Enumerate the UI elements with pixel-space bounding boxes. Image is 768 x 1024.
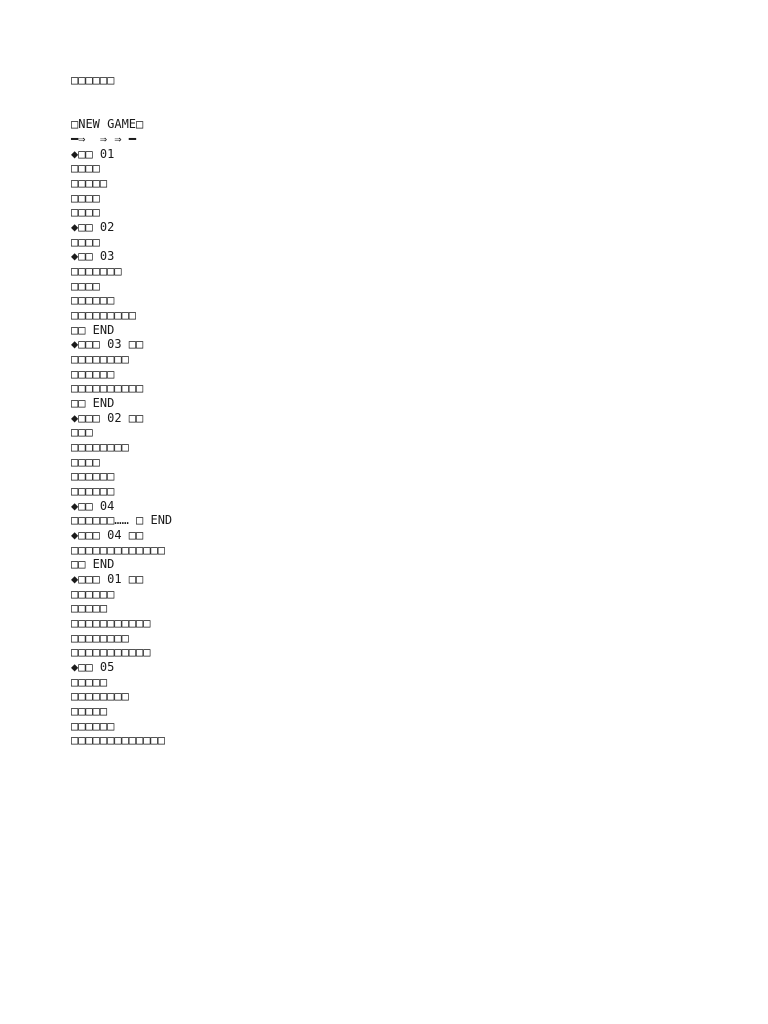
text-line: ◆□□ 03 <box>71 249 115 264</box>
text-line: □□□□ <box>71 278 100 293</box>
text-line: □□□□□ <box>71 704 108 719</box>
text-line: □□□□□□□ <box>71 263 122 278</box>
text-line: □□□□ <box>71 190 100 205</box>
text-line: □□□□□□□□□ <box>71 307 137 322</box>
text-line: □□□□□□ <box>71 293 115 308</box>
text-line: ━⇒ ⇒ ⇒ ━ <box>71 131 137 146</box>
text-line: □□□□□□…… □ END <box>71 513 173 528</box>
document-body <box>71 73 751 748</box>
text-line: ◆□□□ 02 □□ <box>71 410 144 425</box>
text-line: □□ END <box>71 322 115 337</box>
text-line: ◆□□□ 04 □□ <box>71 528 144 542</box>
text-line: □□□□□ <box>71 601 108 616</box>
text-line: □NEW GAME□ <box>71 117 144 132</box>
text-line: □□□ <box>71 425 93 440</box>
blank-gap <box>71 88 751 118</box>
text-line: □□□□□ <box>71 175 108 190</box>
text-line: □□□□□□ <box>71 586 115 601</box>
text-line: □□□□□□□□□□□□□ <box>71 733 165 748</box>
text-line: □□ END <box>71 557 115 572</box>
text-line: □□□□□□ <box>71 718 115 733</box>
text-line: □□□□ <box>71 205 100 220</box>
text-line: □□□□□□ <box>71 469 115 484</box>
document-title: □□□□□□ <box>71 73 115 87</box>
text-line: □□□□□□□□ <box>71 439 129 454</box>
text-line: □□□□□□ <box>71 366 115 381</box>
text-line: □□□□ <box>71 234 100 249</box>
text-line: ◆□□ 01 <box>71 146 115 161</box>
text-line: □□□□□□□□ <box>71 351 129 366</box>
text-lines <box>71 117 751 748</box>
text-line: ◆□□ 04 <box>71 498 115 513</box>
text-line: □□□□□□□□ <box>71 630 129 645</box>
text-line: □□□□□□ <box>71 483 115 498</box>
text-line: ◆□□ 05 <box>71 660 115 675</box>
text-line: □□□□□□□□□□□ <box>71 645 151 660</box>
text-line: □□□□ <box>71 454 100 469</box>
text-line: ◆□□□ 01 □□ <box>71 572 144 587</box>
text-line: □□□□□ <box>71 674 108 689</box>
text-line: □□ END <box>71 395 115 410</box>
text-line: □□□□ <box>71 161 100 176</box>
text-line: □□□□□□□□□□ <box>71 381 144 396</box>
text-line: □□□□□□□□□□□□□ <box>71 542 165 557</box>
text-line: □□□□□□□□□□□ <box>71 616 151 631</box>
text-line: ◆□□□ 03 □□ <box>71 337 144 352</box>
text-line: ◆□□ 02 <box>71 219 115 234</box>
text-line: □□□□□□□□ <box>71 689 129 704</box>
